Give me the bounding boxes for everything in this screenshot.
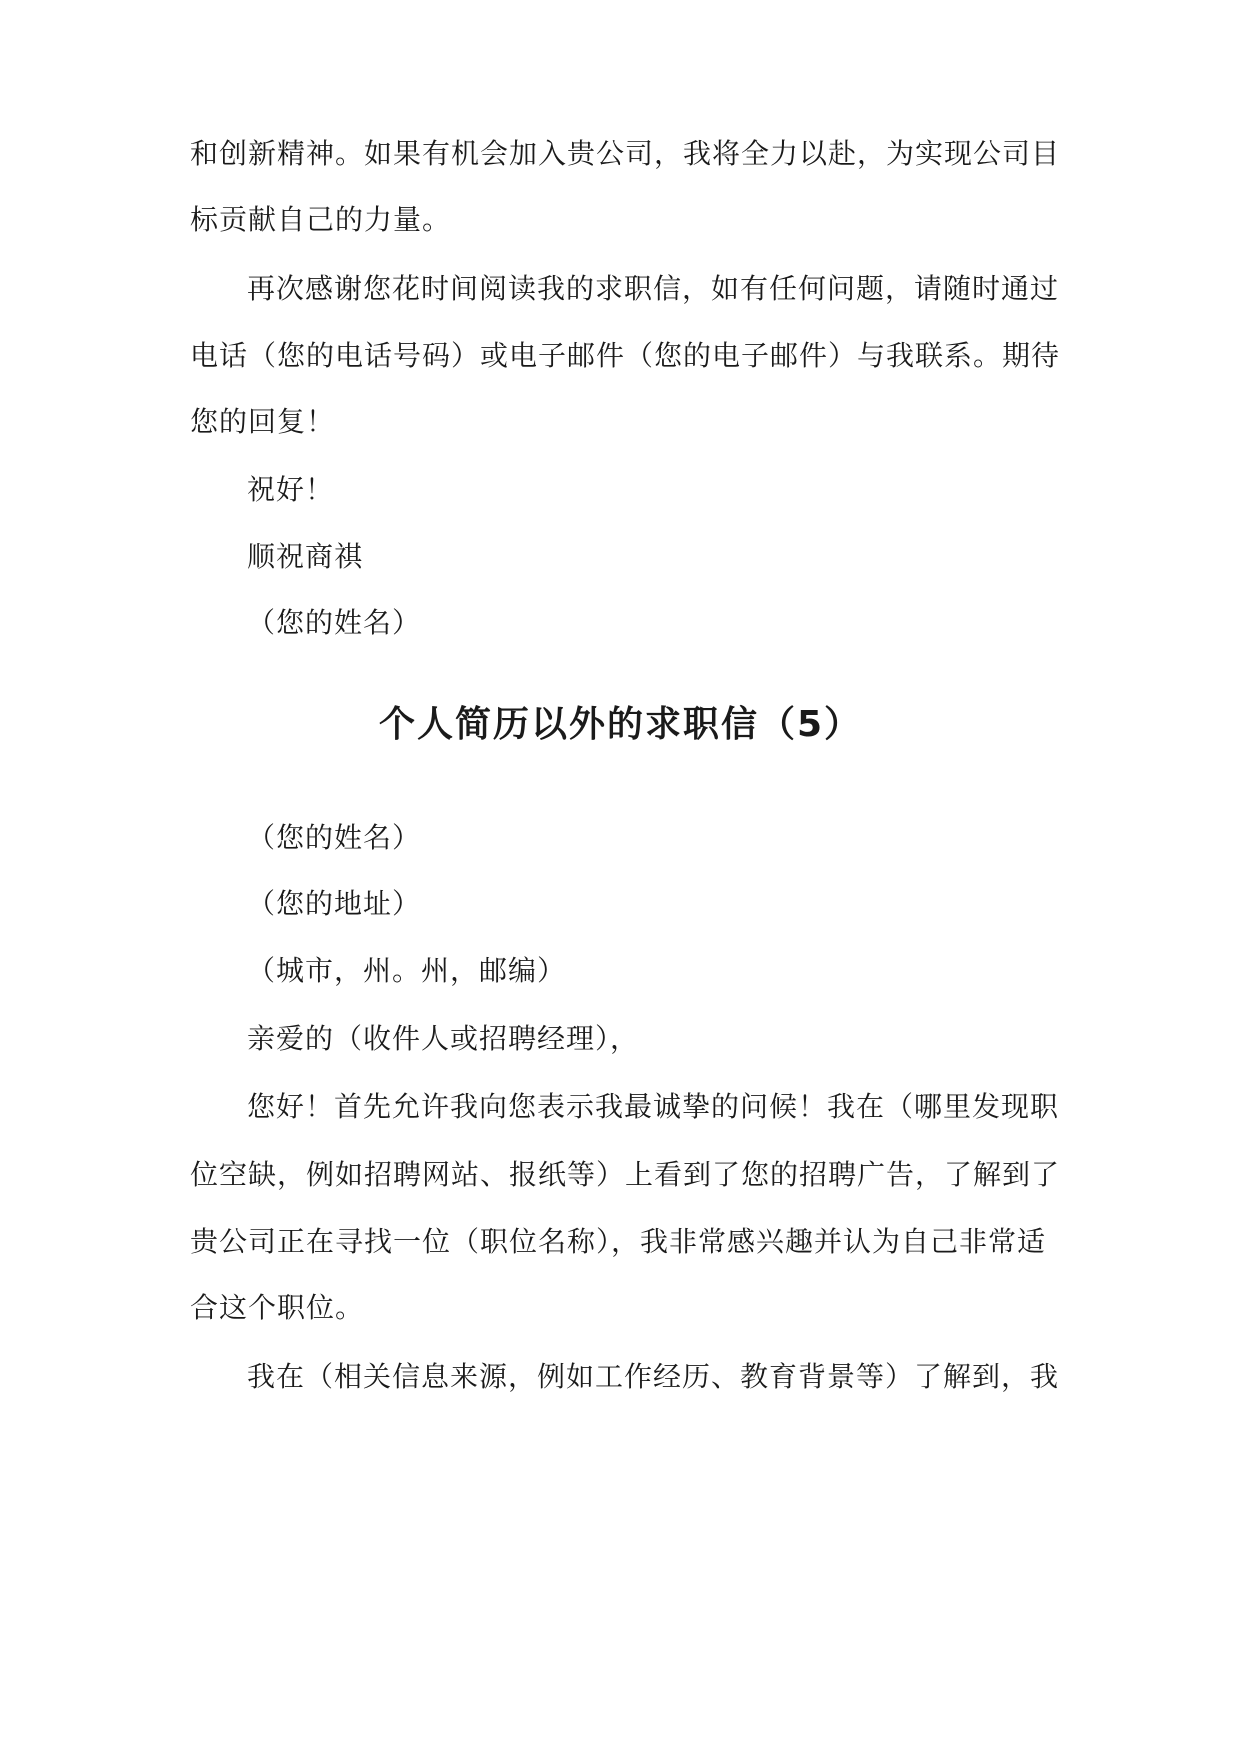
paragraph-line: 合这个职位。 xyxy=(190,1291,365,1324)
paragraph-line: 位空缺，例如招聘网站、报纸等）上看到了您的招聘广告，了解到了 xyxy=(190,1158,1061,1191)
greeting-text: 祝好！ xyxy=(247,473,335,506)
paragraph-line: 和创新精神。如果有机会加入贵公司，我将全力以赴，为实现公司目 xyxy=(190,137,1061,170)
sender-name: （您的姓名） xyxy=(247,821,422,854)
section-title: 个人简历以外的求职信（5） xyxy=(378,704,863,745)
paragraph-line: 贵公司正在寻找一位（职位名称），我非常感兴趣并认为自己非常适 xyxy=(190,1225,1047,1258)
paragraph-line: 再次感谢您花时间阅读我的求职信，如有任何问题，请随时通过 xyxy=(247,272,1060,305)
sender-city: （城市，州。州，邮编） xyxy=(247,954,567,987)
sender-address: （您的地址） xyxy=(247,887,422,920)
paragraph-line: 电话（您的电话号码）或电子邮件（您的电子邮件）与我联系。期待 xyxy=(190,339,1061,372)
paragraph-line: 标贡献自己的力量。 xyxy=(190,203,452,236)
paragraph-line: 您好！首先允许我向您表示我最诚挚的问候！我在（哪里发现职 xyxy=(247,1090,1060,1123)
signature-text: （您的姓名） xyxy=(247,606,422,639)
paragraph-line: 我在（相关信息来源，例如工作经历、教育背景等）了解到，我 xyxy=(247,1360,1060,1393)
salutation-text: 亲爱的（收件人或招聘经理）， xyxy=(247,1022,640,1055)
paragraph-line: 您的回复！ xyxy=(190,405,336,438)
closing-text: 顺祝商祺 xyxy=(247,540,364,573)
